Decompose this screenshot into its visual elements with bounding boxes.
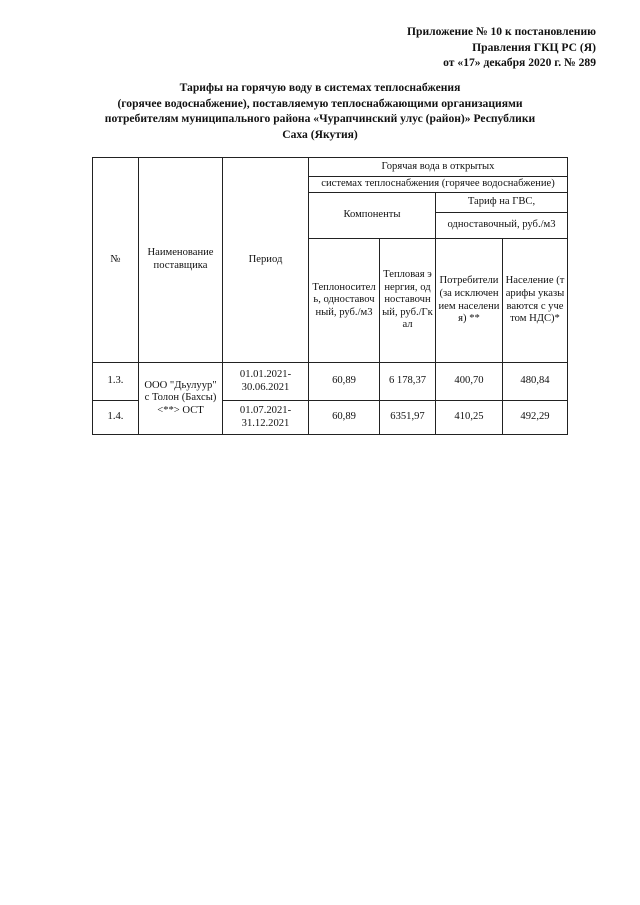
appendix-header (276, 24, 596, 71)
title-line-2: (горячее водоснабжение), поставляемую теплоснабжающими организациями (117, 96, 523, 110)
row-heat-energy: 6 178,37 (380, 363, 436, 401)
row-consumers: 410,25 (436, 401, 503, 435)
header-supplier: Наименование поставщика (139, 158, 223, 363)
header-population: Население (тарифы указываются с учетом НДС)* (503, 239, 568, 363)
row-number: 1.4. (93, 401, 139, 435)
table-row (93, 363, 568, 401)
header-tariff-line-2: одноставочный, руб./м3 (436, 213, 568, 239)
header-heat-carrier: Теплоноситель, одноставочный, руб./м3 (309, 239, 380, 363)
appendix-line-1: Приложение № 10 к постановлению (406, 25, 596, 38)
appendix-line-2: Правления ГКЦ РС (Я) (472, 40, 596, 54)
document-title (60, 80, 580, 142)
header-tariff-line-1: Тариф на ГВС, (436, 193, 568, 213)
row-number: 1.3. (93, 363, 139, 401)
title-line-4: Саха (Якутия) (282, 127, 358, 141)
header-group-line-1: Горячая вода в открытых (309, 158, 568, 177)
header-consumers: Потребители (за исключением населения) ** (436, 239, 503, 363)
row-heat-carrier: 60,89 (309, 363, 380, 401)
header-group-line-2: системах теплоснабжения (горячее водоснабжение) (309, 177, 568, 193)
row-heat-energy: 6351,97 (380, 401, 436, 435)
title-line-1: Тарифы на горячую воду в системах теплоснабжения (179, 81, 461, 94)
header-components: Компоненты (309, 193, 436, 239)
row-heat-carrier: 60,89 (309, 401, 380, 435)
row-population: 480,84 (503, 363, 568, 401)
title-line-3: потребителям муниципального района «Чурапчинский улус (район)» Республики (104, 112, 536, 126)
appendix-line-3: от «17» декабря 2020 г. № 289 (443, 56, 596, 69)
tariff-table (92, 157, 568, 435)
row-period: 01.07.2021-31.12.2021 (223, 401, 309, 435)
header-number: № (93, 158, 139, 363)
supplier-name: ООО "Дьулуур" с Толон (Бахсы) <**> ОСТ (139, 363, 223, 435)
row-population: 492,29 (503, 401, 568, 435)
row-period: 01.01.2021-30.06.2021 (223, 363, 309, 401)
row-consumers: 400,70 (436, 363, 503, 401)
header-period: Период (223, 158, 309, 363)
header-heat-energy: Тепловая энергия, одноставочный, руб./Гкал (380, 239, 436, 363)
